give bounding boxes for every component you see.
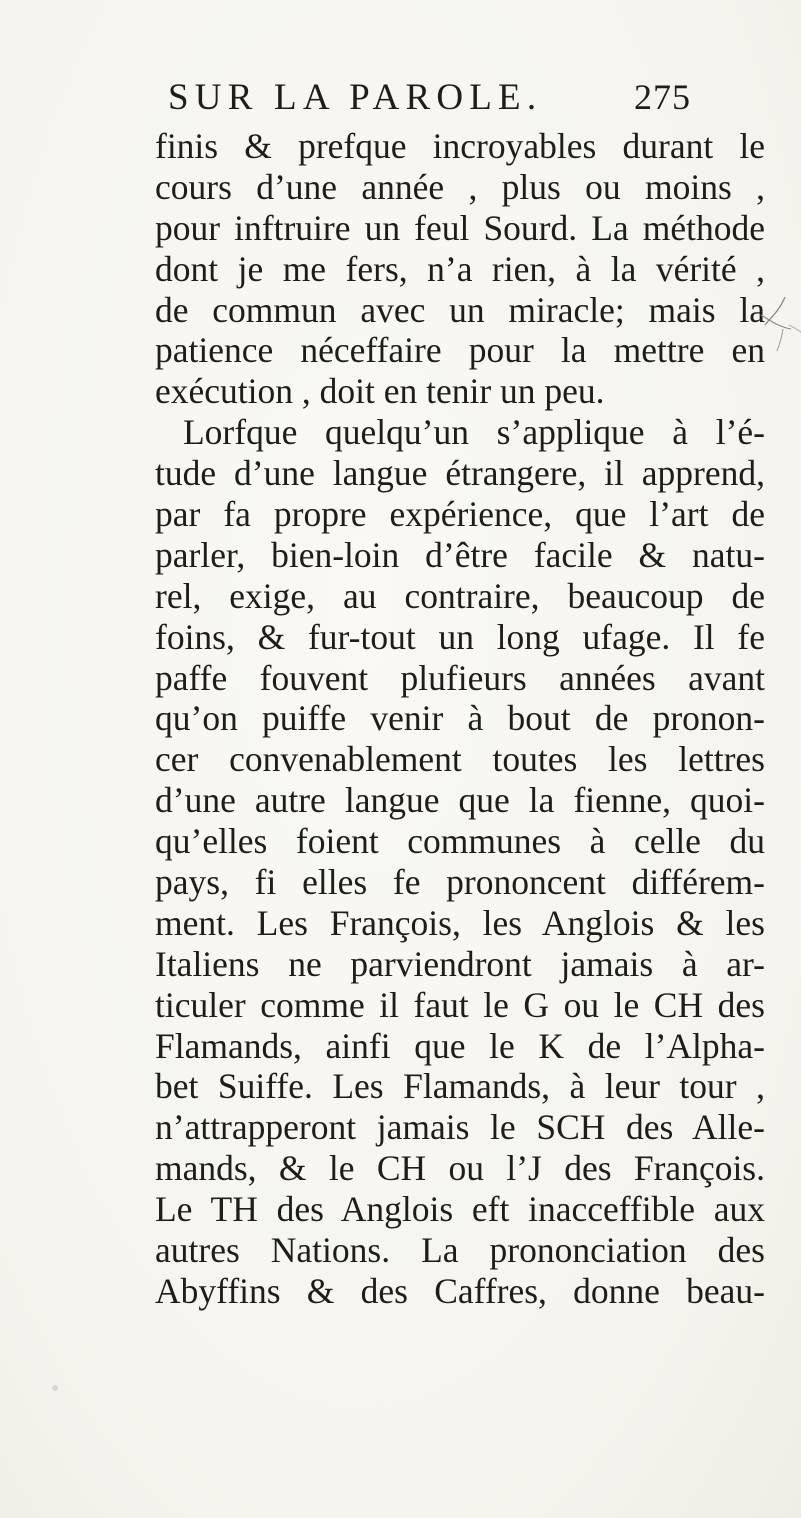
- text-line: pour inftruire un feul Sourd. La méthode: [155, 207, 765, 248]
- text-line: Italiens ne parviendront jamais à ar-: [155, 943, 765, 984]
- text-line: foins, & fur-tout un long ufage. Il fe: [155, 616, 765, 657]
- page-number: 275: [634, 77, 691, 117]
- text-line: Flamands, ainfi que le K de l’Alpha-: [155, 1025, 765, 1066]
- text-line: dont je me fers, n’a rien, à la vérité ,: [155, 248, 765, 289]
- text-line: par fa propre expérience, que l’art de: [155, 494, 765, 535]
- text-line: Lorfque quelqu’un s’applique à l’é-: [183, 412, 765, 453]
- body-text: [155, 126, 765, 1312]
- text-line: ticuler comme il faut le G ou le CH des: [155, 984, 765, 1025]
- text-line: Le TH des Anglois eft inacceffible aux: [155, 1189, 765, 1230]
- text-line: d’une autre langue que la fienne, quoi-: [155, 780, 765, 821]
- margin-ink-mark-icon: [755, 285, 801, 355]
- text-line: pays, fi elles fe prononcent différem-: [155, 862, 765, 903]
- text-line: cer convenablement toutes les lettres: [155, 739, 765, 780]
- text-line: rel, exige, au contraire, beaucoup de: [155, 575, 765, 616]
- text-line: qu’elles foient communes à celle du: [155, 821, 765, 862]
- text-line: mands, & le CH ou l’J des François.: [155, 1148, 765, 1189]
- text-line: Abyffins & des Caffres, donne beau-: [155, 1270, 765, 1311]
- text-line: finis & prefque incroyables durant le: [155, 126, 765, 166]
- text-line: de commun avec un miracle; mais la: [155, 289, 765, 330]
- text-line: parler, bien-loin d’être facile & natu-: [155, 534, 765, 575]
- text-line: exécution , doit en tenir un peu.: [155, 371, 605, 412]
- running-head: [168, 76, 801, 126]
- text-line: patience néceffaire pour la mettre en: [155, 330, 765, 371]
- text-line: n’attrapperont jamais le SCH des Alle-: [155, 1107, 765, 1148]
- paper-speck: [52, 1385, 58, 1391]
- text-line: qu’on puiffe venir à bout de pronon-: [155, 698, 765, 739]
- text-line: bet Suiffe. Les Flamands, à leur tour ,: [155, 1066, 765, 1107]
- text-line: paffe fouvent plufieurs années avant: [155, 657, 765, 698]
- text-line: tude d’une langue étrangere, il apprend,: [155, 453, 765, 494]
- text-line: ment. Les François, les Anglois & les: [155, 902, 765, 943]
- text-line: autres Nations. La prononciation des: [155, 1230, 765, 1271]
- text-line: cours d’une année , plus ou moins ,: [155, 166, 765, 207]
- running-title: SUR LA PAROLE.: [168, 77, 543, 118]
